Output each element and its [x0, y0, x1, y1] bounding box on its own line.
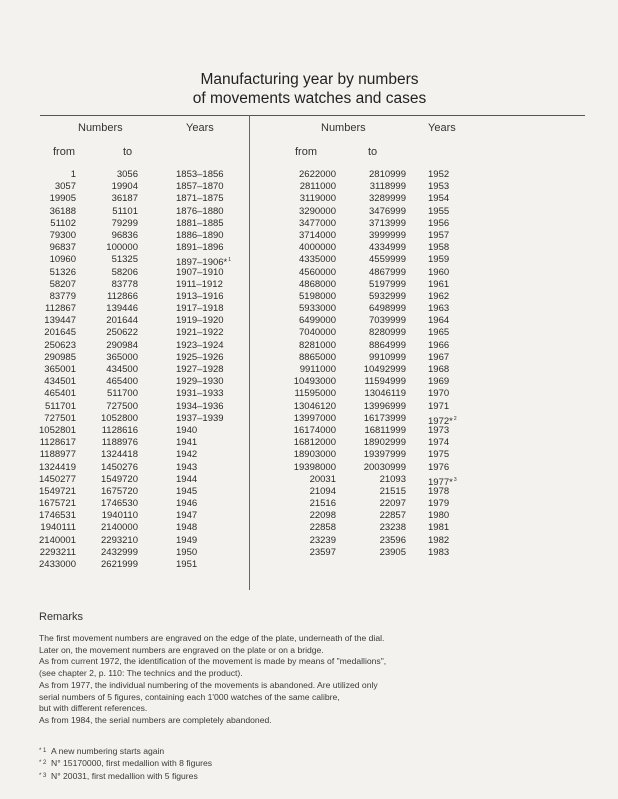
cell-from: 1128617 [39, 437, 76, 449]
cell-year: 1891–1896 [176, 242, 224, 254]
cell-year: 1949 [176, 534, 198, 546]
cell-to: 4867999 [369, 266, 406, 278]
right-to-header: to [368, 146, 378, 158]
table-center-divider [249, 115, 250, 590]
cell-year: 1948 [176, 522, 198, 534]
cell-year: 1940 [176, 424, 198, 436]
cell-to: 201644 [106, 315, 138, 327]
cell-year: 1951 [176, 559, 198, 570]
cell-from: 3714000 [299, 229, 336, 241]
cell-to: 6498999 [369, 303, 406, 315]
cell-year: 1921–1922 [176, 327, 224, 339]
cell-year: 1977*$^3$ [428, 476, 457, 488]
cell-year: 1982 [428, 534, 450, 546]
cell-year: 1943 [176, 461, 198, 473]
left-from-header: from [53, 146, 75, 158]
cell-to: 16173999 [363, 412, 406, 424]
cell-from: 11595000 [294, 388, 336, 400]
cell-to: 465400 [106, 376, 138, 388]
cell-to: 2810999 [369, 169, 406, 180]
cell-from: 23597 [309, 546, 336, 558]
cell-to: 2140000 [101, 522, 138, 534]
cell-from: 83779 [49, 290, 76, 302]
cell-year: 1871–1875 [176, 193, 224, 205]
cell-from: 2433000 [39, 559, 76, 570]
cell-to: 2293210 [101, 534, 138, 546]
cell-year: 1967 [428, 351, 450, 363]
left-to-header: to [123, 146, 133, 158]
cell-from: 16812000 [293, 437, 336, 449]
footnote [39, 757, 599, 769]
cell-to: 3289999 [369, 193, 406, 205]
cell-year: 1964 [428, 315, 450, 327]
footnote-mark: * 2 [39, 760, 47, 767]
remarks-body [39, 633, 599, 727]
cell-year: 1917–1918 [176, 303, 224, 315]
cell-to: 5197999 [369, 278, 406, 290]
cell-from: 112867 [45, 303, 76, 315]
cell-to: 2432999 [101, 546, 138, 558]
footnotes [39, 745, 599, 782]
cell-to: 1746530 [101, 498, 138, 510]
cell-from: 6499000 [299, 315, 336, 327]
cell-to: 22097 [379, 498, 406, 510]
cell-to: 1675720 [101, 485, 138, 497]
right-years-header: Years [428, 122, 456, 134]
footnote-text: N° 20031, first medallion with 5 figures [51, 770, 198, 781]
cell-from: 2140001 [39, 534, 76, 546]
remark-line: serial numbers of 5 figures, containing each 1'000 watches of the same calibre, [39, 691, 340, 702]
cell-to: 365000 [106, 351, 138, 363]
cell-to: 22857 [379, 510, 406, 522]
cell-to: 8864999 [369, 339, 406, 351]
cell-from: 21094 [309, 485, 336, 497]
cell-to: 8280999 [369, 327, 406, 339]
page-title [0, 70, 618, 108]
cell-year: 1972*$^2$ [428, 415, 457, 427]
cell-to: 21515 [379, 485, 406, 497]
cell-to: 1324418 [101, 449, 138, 461]
table-top-rule [40, 115, 585, 116]
cell-year: 1983 [428, 546, 450, 558]
cell-year: 1963 [428, 303, 450, 315]
cell-from: 22858 [309, 522, 336, 534]
cell-year: 1974 [428, 437, 450, 449]
cell-from: 1324419 [39, 461, 76, 473]
cell-to: 3713999 [369, 217, 406, 229]
cell-to: 1450276 [101, 461, 138, 473]
cell-to: 1188976 [101, 437, 138, 449]
cell-year: 1913–1916 [176, 290, 224, 302]
cell-to: 5932999 [369, 290, 406, 302]
title-line-2: of movements watches and cases [192, 90, 427, 107]
footnote-mark: 3 [453, 476, 457, 483]
cell-year: 1944 [176, 473, 198, 485]
cell-year: 1937–1939 [176, 412, 224, 424]
cell-year: 1957 [428, 229, 450, 241]
cell-to: 16811999 [364, 424, 406, 436]
cell-to: 19397999 [363, 449, 406, 461]
cell-year: 1907–1910 [176, 266, 224, 278]
cell-to: 23596 [379, 534, 406, 546]
cell-to: 79299 [111, 217, 138, 229]
right-numbers-header: Numbers [321, 122, 366, 134]
cell-to: 250622 [106, 327, 138, 339]
cell-to: 51101 [112, 205, 138, 217]
cell-from: 8281000 [299, 339, 336, 351]
cell-to: 1052800 [101, 412, 138, 424]
cell-from: 36188 [49, 205, 76, 217]
cell-from: 58207 [49, 278, 76, 290]
cell-from: 20031 [309, 473, 336, 485]
cell-from: 1746531 [39, 510, 76, 522]
remark-line: As from current 1972, the identification of the movement is made by means of "medallions", [39, 656, 387, 667]
cell-from: 51326 [49, 266, 76, 278]
cell-from: 1450277 [39, 473, 76, 485]
cell-from: 8865000 [299, 351, 336, 363]
cell-year: 1950 [176, 546, 198, 558]
cell-year: 1946 [176, 498, 198, 510]
cell-from: 511701 [45, 400, 76, 412]
cell-to: 139446 [106, 303, 138, 315]
cell-from: 3119000 [299, 193, 336, 205]
cell-from: 4560000 [299, 266, 336, 278]
cell-from: 290985 [44, 351, 76, 363]
cell-from: 18903000 [293, 449, 336, 461]
cell-year: 1929–1930 [176, 376, 224, 388]
cell-year: 1965 [428, 327, 450, 339]
cell-to: 19904 [111, 181, 138, 193]
cell-to: 3056 [116, 169, 138, 180]
cell-year: 1979 [428, 498, 450, 510]
remark-line: As from 1984, the serial numbers are completely abandoned. [39, 714, 272, 725]
cell-to: 83778 [111, 278, 138, 290]
cell-from: 21516 [309, 498, 336, 510]
cell-year: 1954 [428, 193, 450, 205]
remark-line: As from 1977, the individual numbering of the movements is abandoned. Are utilized only [39, 679, 378, 690]
cell-to: 2621999 [101, 559, 138, 570]
cell-from: 250623 [44, 339, 76, 351]
footnote [39, 745, 599, 757]
cell-year: 1971 [428, 400, 450, 412]
cell-to: 21093 [379, 473, 406, 485]
left-numbers-header: Numbers [78, 122, 123, 134]
cell-from: 365001 [44, 364, 76, 375]
footnote-text: N° 15170000, first medallion with 8 figures [51, 758, 213, 769]
left-years-header: Years [186, 122, 214, 134]
cell-from: 1675721 [39, 498, 76, 510]
cell-from: 1 [70, 169, 76, 180]
footnote-mark: 2 [453, 415, 457, 422]
cell-to: 58206 [111, 266, 138, 278]
cell-from: 23239 [309, 534, 336, 546]
cell-to: 23905 [379, 546, 406, 558]
cell-year: 1959 [428, 254, 450, 266]
cell-year: 1980 [428, 510, 450, 522]
cell-from: 2293211 [39, 546, 76, 558]
cell-from: 10960 [49, 254, 76, 266]
remark-line: The first movement numbers are engraved on the edge of the plate, underneath of the dial. [39, 633, 385, 643]
cell-to: 112866 [107, 290, 138, 302]
cell-year: 1958 [428, 242, 450, 254]
cell-from: 465401 [44, 388, 76, 400]
cell-to: 3999999 [369, 229, 406, 241]
cell-year: 1857–1870 [176, 181, 224, 193]
cell-to: 18902999 [363, 437, 406, 449]
cell-year: 1931–1933 [176, 388, 224, 400]
cell-from: 201645 [44, 327, 76, 339]
cell-to: 1549720 [101, 473, 138, 485]
cell-year: 1925–1926 [176, 351, 224, 363]
cell-from: 9911000 [299, 364, 336, 375]
cell-from: 19905 [49, 193, 76, 205]
cell-year: 1919–1920 [176, 315, 224, 327]
cell-from: 4868000 [299, 278, 336, 290]
cell-from: 13046120 [293, 400, 336, 412]
cell-year: 1927–1928 [176, 364, 224, 375]
cell-to: 7039999 [369, 315, 406, 327]
cell-to: 13046119 [364, 388, 406, 400]
cell-year: 1941 [176, 437, 198, 449]
cell-from: 1549721 [39, 485, 76, 497]
cell-year: 1978 [428, 485, 450, 497]
cell-from: 3057 [54, 181, 76, 193]
footnote-mark: * 1 [39, 748, 47, 754]
cell-year: 1975 [428, 449, 450, 461]
remarks-title: Remarks [39, 611, 84, 623]
cell-to: 434500 [106, 364, 138, 375]
remark-line: Later on, the movement numbers are engraved on the plate or on a bridge. [39, 644, 324, 655]
right-from-header: from [295, 146, 317, 158]
cell-to: 9910999 [369, 351, 406, 363]
cell-to: 96836 [111, 229, 138, 241]
cell-year: 1976 [428, 461, 450, 473]
cell-year: 1970 [428, 388, 450, 400]
cell-to: 36187 [111, 193, 138, 205]
cell-year: 1962 [428, 290, 450, 302]
cell-year: 1961 [428, 278, 450, 290]
cell-to: 3476999 [369, 205, 406, 217]
cell-from: 22098 [309, 510, 336, 522]
cell-from: 5933000 [299, 303, 336, 315]
cell-year: 1981 [428, 522, 450, 534]
cell-to: 23238 [379, 522, 406, 534]
cell-to: 727500 [106, 400, 138, 412]
cell-from: 5198000 [299, 290, 336, 302]
cell-year: 1952 [428, 169, 450, 180]
cell-to: 100000 [106, 242, 138, 254]
cell-year: 1942 [176, 449, 198, 461]
cell-from: 51102 [50, 217, 76, 229]
cell-to: 51325 [111, 254, 138, 266]
remark-line: but with different references. [39, 703, 148, 714]
cell-year: 1897–1906*$^1$ [176, 257, 232, 269]
cell-from: 19398000 [293, 461, 336, 473]
cell-to: 3118999 [369, 181, 406, 193]
footnote-text: A new numbering starts again [51, 746, 165, 756]
cell-year: 1968 [428, 364, 450, 375]
cell-from: 3290000 [299, 205, 336, 217]
cell-year: 1911–1912 [176, 278, 223, 290]
cell-to: 20030999 [363, 461, 406, 473]
cell-year: 1934–1936 [176, 400, 224, 412]
cell-to: 4559999 [369, 254, 406, 266]
cell-to: 1940110 [101, 510, 138, 522]
cell-from: 3477000 [299, 217, 336, 229]
cell-from: 4335000 [299, 254, 336, 266]
title-line-1: Manufacturing year by numbers [200, 71, 419, 88]
cell-year: 1945 [176, 485, 198, 497]
footnote-mark: * 3 [39, 772, 47, 779]
cell-from: 1940111 [40, 522, 76, 534]
cell-from: 10493000 [293, 376, 336, 388]
cell-year: 1956 [428, 217, 450, 229]
cell-year: 1955 [428, 205, 450, 217]
cell-from: 434501 [44, 376, 76, 388]
cell-year: 1960 [428, 266, 450, 278]
cell-year: 1881–1885 [176, 217, 224, 229]
cell-from: 96837 [49, 242, 76, 254]
cell-year: 1953 [428, 181, 450, 193]
cell-from: 1188977 [39, 449, 76, 461]
cell-to: 511700 [107, 388, 138, 400]
cell-to: 11594999 [364, 376, 406, 388]
cell-from: 139447 [44, 315, 76, 327]
cell-to: 1128616 [101, 424, 138, 436]
cell-from: 2622000 [299, 169, 336, 180]
remark-line: (see chapter 2, p. 110: The technics and the product). [39, 668, 243, 679]
cell-to: 4334999 [369, 242, 406, 254]
cell-year: 1923–1924 [176, 339, 224, 351]
cell-year: 1973 [428, 424, 450, 436]
cell-from: 727501 [44, 412, 76, 424]
cell-from: 16174000 [293, 424, 336, 436]
cell-year: 1969 [428, 376, 450, 388]
footnote [39, 770, 599, 782]
cell-to: 10492999 [363, 364, 406, 375]
cell-to: 290984 [106, 339, 138, 351]
cell-from: 4000000 [299, 242, 336, 254]
footnote-mark: 1 [228, 257, 232, 264]
cell-year: 1886–1890 [176, 229, 224, 241]
cell-from: 13997000 [293, 412, 336, 424]
cell-year: 1876–1880 [176, 205, 224, 217]
cell-from: 79300 [49, 229, 76, 241]
cell-to: 13996999 [363, 400, 406, 412]
cell-year: 1966 [428, 339, 450, 351]
cell-year: 1853–1856 [176, 169, 224, 180]
cell-year: 1947 [176, 510, 198, 522]
cell-from: 1052801 [39, 424, 76, 436]
cell-from: 7040000 [299, 327, 336, 339]
cell-from: 2811000 [299, 181, 336, 193]
